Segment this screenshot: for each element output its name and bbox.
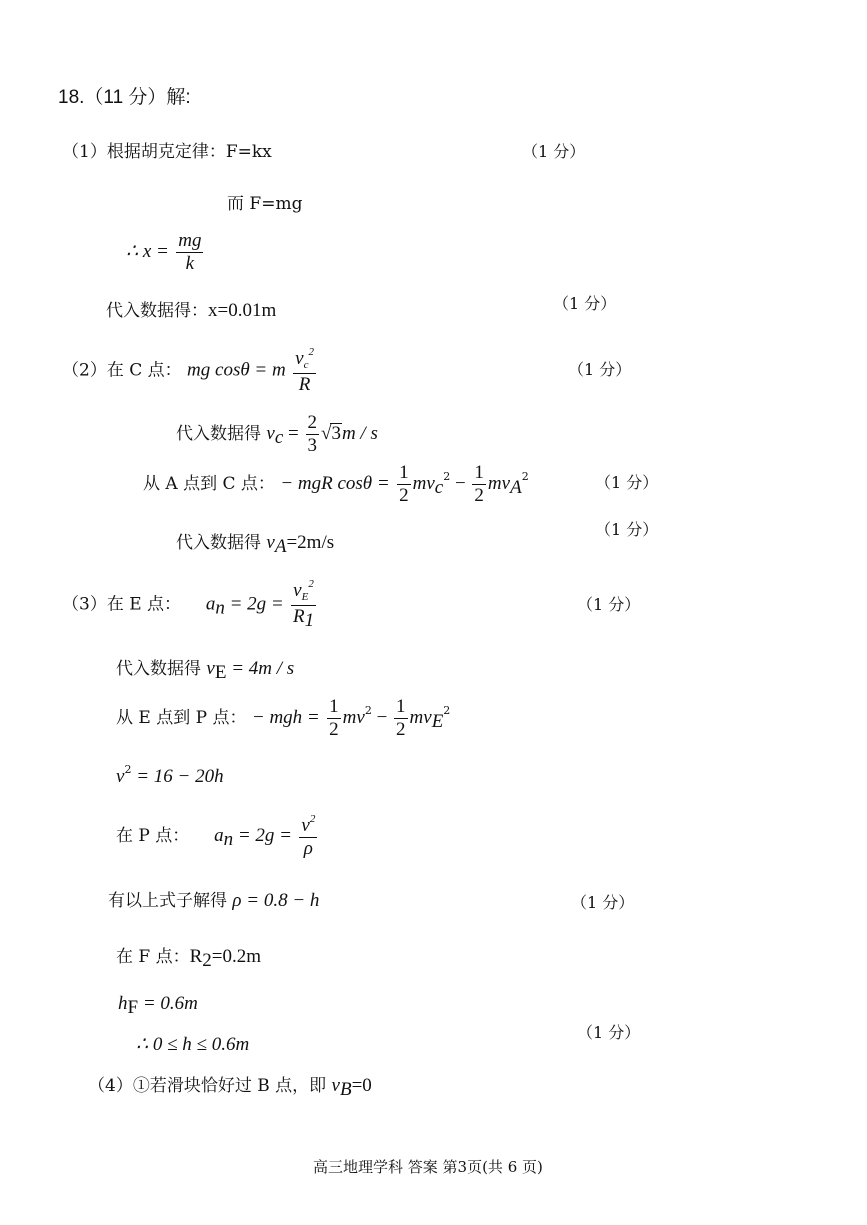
sub-A: A xyxy=(510,476,522,498)
line3-left: − mgR cosθ = xyxy=(280,472,390,494)
part2-score-3: （1 分） xyxy=(595,520,659,539)
sub-n: n xyxy=(223,828,234,850)
line8-eq: = 0.6m xyxy=(138,993,198,1014)
num-2: 2 xyxy=(307,412,317,433)
num-1: 1 xyxy=(474,462,484,483)
sub-1: 1 xyxy=(304,609,315,631)
mv: mv xyxy=(342,706,365,728)
sub-A: A xyxy=(274,536,287,557)
part3-line4 xyxy=(116,764,224,786)
part2-score-1: （1 分） xyxy=(568,360,632,379)
part3-line7 xyxy=(116,947,261,970)
sup-2: 2 xyxy=(443,703,451,717)
var-v: v xyxy=(266,422,275,444)
fraction-half-2 xyxy=(472,463,486,506)
sub-n: n xyxy=(215,597,225,619)
sup-2: 2 xyxy=(308,578,314,590)
part2-label: （2）在 C 点： xyxy=(62,360,182,381)
part1-score-2: （1 分） xyxy=(553,294,617,313)
num-1: 1 xyxy=(396,696,406,717)
part4-eq: =0 xyxy=(351,1075,372,1096)
part3-score-1: （1 分） xyxy=(577,595,641,614)
fraction-v2-rho xyxy=(299,814,317,859)
line6-prefix: 有以上式子解得 xyxy=(108,891,233,911)
var-v: v xyxy=(295,348,304,369)
var-h: h xyxy=(118,993,128,1014)
fraction-half-1 xyxy=(327,697,341,740)
line2-prefix: 代入数据得 xyxy=(176,423,267,444)
den-R: R xyxy=(292,605,305,627)
sqrt-sign: √ xyxy=(321,422,332,444)
var-R: R xyxy=(189,946,203,967)
fraction-half-1 xyxy=(397,463,411,506)
den-2: 2 xyxy=(399,484,409,506)
num-1: 1 xyxy=(399,462,409,483)
part1-score-1: （1 分） xyxy=(522,142,586,161)
fraction-2-3 xyxy=(306,413,320,456)
num-1: 1 xyxy=(329,696,339,717)
part3-score-3: （1 分） xyxy=(577,1023,641,1042)
part3-score-2: （1 分） xyxy=(571,893,635,912)
var-a: a xyxy=(214,824,224,846)
sub-c: c xyxy=(303,359,309,371)
sup-2: 2 xyxy=(124,763,132,776)
part3-label: （3）在 E 点： xyxy=(62,594,182,615)
therefore-x: ∴ x = xyxy=(126,240,169,262)
line6-eq: ρ = 0.8 − h xyxy=(232,890,320,911)
den-rho: ρ xyxy=(303,837,313,859)
part3-eq1 xyxy=(62,579,318,630)
eq-2g: = 2g = xyxy=(233,824,292,846)
fraction-vc2-R xyxy=(293,347,316,394)
sub-2: 2 xyxy=(202,950,212,971)
root-value: 3 xyxy=(331,422,341,444)
fraction-half-2 xyxy=(394,697,408,740)
part1-label: （1）根据胡克定律：F=kx xyxy=(62,142,272,162)
line2-prefix: 代入数据得 xyxy=(116,659,207,679)
var-v: v xyxy=(331,1075,340,1096)
part2-line3 xyxy=(143,463,529,506)
substitution-prefix: 代入数据得： xyxy=(106,301,208,321)
frac-numerator: mg xyxy=(178,230,202,251)
var-v: v xyxy=(293,580,302,601)
mv: mv xyxy=(487,472,511,494)
mv: mv xyxy=(409,706,432,728)
eq-2g: = 2g = xyxy=(224,593,284,615)
unit: m / s xyxy=(341,422,378,444)
part1-line2: 而 F=mg xyxy=(227,194,303,214)
sub-F: F xyxy=(127,997,139,1018)
line3-left: − mgh = xyxy=(251,706,320,728)
minus: − xyxy=(371,706,393,728)
var-v: v xyxy=(116,766,125,787)
part2-line2 xyxy=(176,413,378,456)
part4-label: （4）①若滑块恰好过 B 点，即 xyxy=(88,1076,332,1096)
part1-fraction-eq xyxy=(126,231,205,274)
part3-line3 xyxy=(116,697,450,740)
line4-eq: = 16 − 20h xyxy=(131,766,224,787)
sub-B: B xyxy=(339,1079,352,1100)
substitution-eq: x=0.01m xyxy=(208,300,277,321)
sup-2: 2 xyxy=(521,469,529,483)
den-R: R xyxy=(298,373,311,395)
sup-2: 2 xyxy=(364,703,372,717)
frac-denominator: k xyxy=(185,252,195,274)
var-v: v xyxy=(266,532,275,553)
question-title: 18.（11 分）解: xyxy=(58,87,191,108)
sub-c: c xyxy=(434,476,444,498)
den-2: 2 xyxy=(329,718,339,740)
part3-line2 xyxy=(116,659,294,682)
sub-c: c xyxy=(274,426,284,448)
den-2: 2 xyxy=(474,484,484,506)
part3-line9: ∴ 0 ≤ h ≤ 0.6m xyxy=(136,1034,250,1055)
line7-prefix: 在 F 点： xyxy=(116,947,190,967)
den-2: 2 xyxy=(396,718,406,740)
var-v: v xyxy=(206,658,215,679)
line2-eq: = 4m / s xyxy=(226,658,295,679)
line3-prefix: 从 A 点到 C 点： xyxy=(143,473,275,494)
part1-substitution xyxy=(106,301,276,320)
line3-prefix: 从 E 点到 P 点： xyxy=(116,707,247,728)
mv: mv xyxy=(412,472,435,494)
line4-prefix: 代入数据得 xyxy=(176,533,267,553)
part2-line4 xyxy=(176,533,334,556)
line5-prefix: 在 P 点： xyxy=(116,825,190,846)
sup-2: 2 xyxy=(309,813,316,825)
var-a: a xyxy=(205,593,216,615)
minus: − xyxy=(450,472,471,494)
fraction-mg-k xyxy=(176,231,203,274)
equals: = xyxy=(283,422,304,444)
den-3: 3 xyxy=(307,434,317,456)
sub-E: E xyxy=(301,591,309,603)
line7-val: =0.2m xyxy=(211,946,262,967)
fraction-vE2-R1 xyxy=(291,579,316,630)
sub-E: E xyxy=(214,662,227,683)
part3-line8 xyxy=(118,994,198,1017)
sub-E: E xyxy=(431,710,444,732)
line4-eq: =2m/s xyxy=(286,532,335,553)
sup-2: 2 xyxy=(308,346,314,358)
var-v: v xyxy=(301,815,310,836)
part2-eq1-left: mg cosθ = m xyxy=(187,359,286,381)
part3-line5 xyxy=(116,814,319,859)
part2-eq1 xyxy=(62,347,318,394)
page-footer: 高三地理学科 答案 第3页(共 6 页) xyxy=(313,1158,543,1176)
sup-2: 2 xyxy=(443,469,451,483)
part3-line6 xyxy=(108,891,319,910)
part2-score-2: （1 分） xyxy=(595,473,659,492)
part4-line xyxy=(88,1076,372,1099)
